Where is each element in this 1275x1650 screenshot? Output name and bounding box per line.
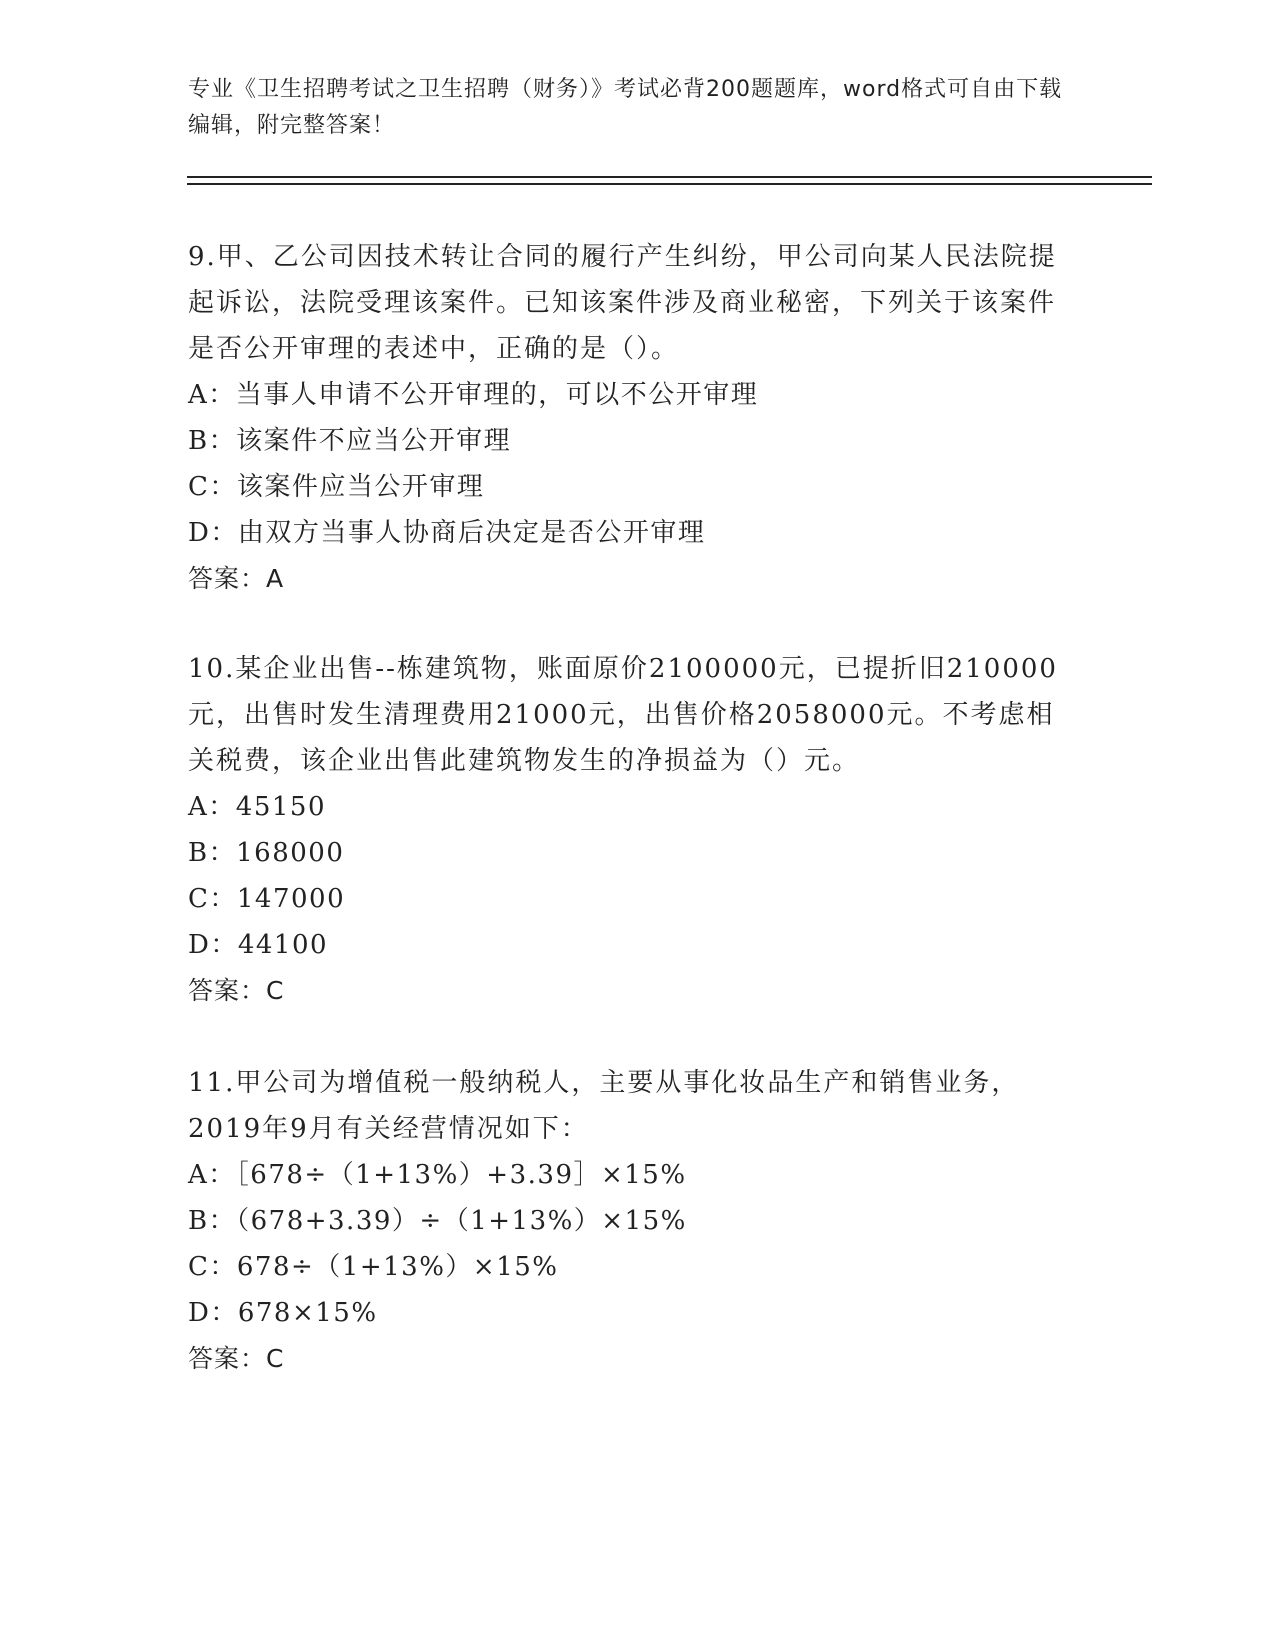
question-stem: 9.甲、乙公司因技术转让合同的履行产生纠纷，甲公司向某人民法院提起诉讼，法院受理该案件。已知该案件涉及商业秘密，下列关于该案件是否公开审理的表述中，正确的是（）。 [188, 242, 1057, 364]
option-c: C：147000 [188, 884, 346, 914]
question-9 [188, 234, 1068, 602]
question-stem: 10.某企业出售--栋建筑物，账面原价2100000元，已提折旧210000元，出售时发生清理费用21000元，出售价格2058000元。不考虑相关税费，该企业出售此建筑物发生的净损益为（）元。 [188, 654, 1058, 776]
document-header: 专业《卫生招聘考试之卫生招聘（财务）》考试必背200题题库，word格式可自由下载编辑，附完整答案！ [188, 77, 1063, 138]
answer: 答案：C [188, 976, 285, 1005]
question-10 [188, 646, 1068, 1014]
option-c: C：678÷（1+13%）×15% [188, 1252, 559, 1282]
answer: 答案：A [188, 564, 285, 593]
option-a: A：45150 [188, 792, 326, 822]
option-b: B：168000 [188, 838, 345, 868]
question-stem: 11.甲公司为增值税一般纳税人，主要从事化妆品生产和销售业务，2019年9月有关经营情况如下： [188, 1068, 1020, 1144]
answer: 答案：C [188, 1344, 285, 1373]
option-c: C：该案件应当公开审理 [188, 472, 485, 502]
option-b: B：该案件不应当公开审理 [188, 426, 512, 456]
option-d: D：44100 [188, 930, 329, 960]
option-d: D：由双方当事人协商后决定是否公开审理 [188, 518, 706, 548]
option-a: A：当事人申请不公开审理的，可以不公开审理 [188, 380, 759, 410]
question-11 [188, 1060, 1068, 1382]
option-b: B：（678+3.39）÷（1+13%）×15% [188, 1206, 687, 1236]
option-d: D：678×15% [188, 1298, 378, 1328]
option-a: A：［678÷（1+13%）+3.39］×15% [188, 1160, 687, 1190]
header-divider-top [187, 176, 1152, 178]
header-divider-bottom [187, 183, 1152, 185]
